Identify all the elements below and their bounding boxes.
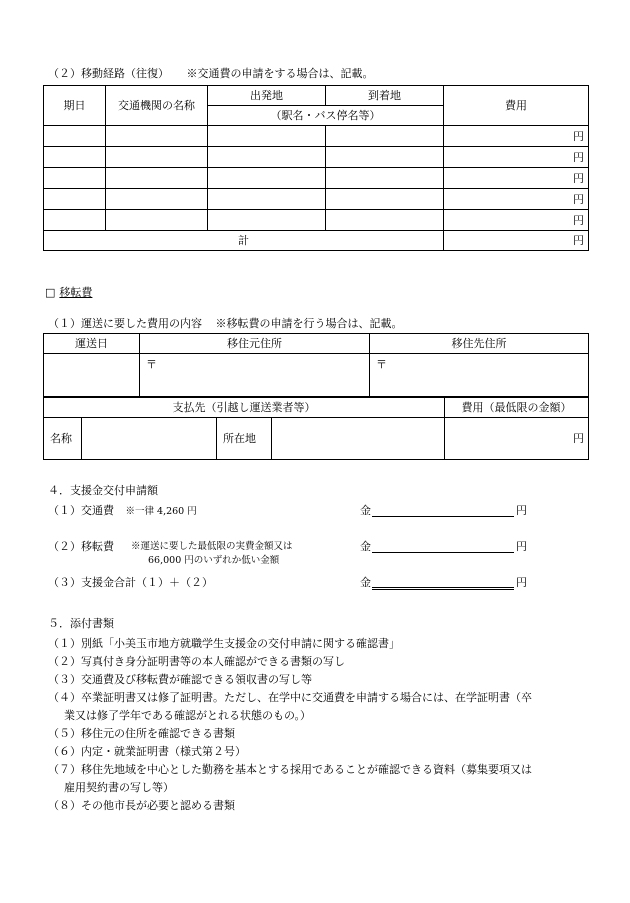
header-transport: 交通機関の名称 [106, 86, 208, 126]
header-date: 期日 [44, 86, 106, 126]
transport-note: ※一律 4,260 円 [125, 506, 197, 517]
to-address-cell[interactable] [370, 354, 589, 397]
moving-sub-heading-label: （１）運送に要した費用の内容 [48, 317, 202, 330]
table-row [44, 126, 589, 147]
transport-amount-field[interactable] [372, 516, 514, 517]
arrival-cell[interactable] [326, 189, 444, 210]
header-transport-date: 運送日 [44, 334, 140, 354]
moving-note-line2: 66,000 円のいずれか低い金額 [148, 555, 280, 566]
header-to-address: 移住先住所 [370, 334, 589, 354]
cost-cell[interactable]: 円 [444, 189, 589, 210]
list-item: （７）移住先地域を中心とした勤務を基本とする採用であることが確認できる資料（募集要項又は [48, 763, 532, 776]
transport-label: （１）交通費 [48, 504, 114, 517]
date-cell[interactable] [44, 168, 106, 189]
moving-title [45, 287, 102, 298]
date-cell[interactable] [44, 126, 106, 147]
cost-cell[interactable]: 円 [444, 168, 589, 189]
name-cell[interactable] [82, 418, 217, 460]
transport-cell[interactable] [106, 210, 208, 231]
header-min-cost: 費用（最低限の金額） [445, 398, 589, 418]
application-item-total: （３）支援金合計（１）＋（２） [48, 576, 213, 589]
postal-mark: 〒 [146, 358, 157, 371]
date-cell[interactable] [44, 189, 106, 210]
kin-mark: 金 [360, 540, 371, 553]
total-label: 計 [44, 231, 444, 251]
moving-label: （２）移転費 [48, 540, 114, 553]
route-heading-label: （２）移動経路（往復） [48, 67, 169, 80]
list-item: （３）交通費及び移転費が確認できる領収書の写し等 [48, 673, 312, 686]
kin-mark: 金 [360, 576, 371, 589]
moving-title-label: 移転費 [59, 286, 93, 299]
min-cost-cell[interactable]: 円 [445, 418, 589, 460]
application-item-transport [48, 505, 197, 517]
route-heading-note: ※交通費の申請をする場合は、記載。 [186, 67, 374, 80]
moving-amount-field[interactable] [372, 552, 514, 553]
arrival-cell[interactable] [326, 168, 444, 189]
list-item: （４）卒業証明書又は修了証明書。ただし、在学中に交通費を申請する場合には、在学証明書（卒 [48, 691, 532, 704]
arrival-cell[interactable] [326, 147, 444, 168]
application-heading: ４．支援金交付申請額 [48, 484, 158, 497]
kin-mark: 金 [360, 504, 371, 517]
moving-sub-heading-note: ※移転費の申請を行う場合は、記載。 [215, 317, 403, 330]
table-row [44, 210, 589, 231]
departure-cell[interactable] [208, 126, 326, 147]
moving-payee-table [43, 397, 589, 460]
list-item: （１）別紙「小美玉市地方就職学生支援金の交付申請に関する確認書」 [48, 637, 400, 650]
yen-mark: 円 [516, 540, 527, 553]
header-cost: 費用 [444, 86, 589, 126]
departure-cell[interactable] [208, 147, 326, 168]
transport-cell[interactable] [106, 126, 208, 147]
cost-cell[interactable]: 円 [444, 147, 589, 168]
header-departure: 出発地 [208, 86, 326, 106]
date-cell[interactable] [44, 210, 106, 231]
total-cost-cell[interactable]: 円 [444, 231, 589, 251]
list-item-continuation: 業又は修了学年である確認がとれる状態のもの。） [64, 709, 312, 722]
date-cell[interactable] [44, 147, 106, 168]
yen-mark: 円 [516, 576, 527, 589]
list-item: （５）移住元の住所を確認できる書類 [48, 727, 235, 740]
name-label: 名称 [44, 418, 82, 460]
yen-mark: 円 [516, 504, 527, 517]
transport-cell[interactable] [106, 147, 208, 168]
postal-mark: 〒 [376, 358, 387, 371]
list-item: （６）内定・就業証明書（様式第２号） [48, 745, 246, 758]
header-arrival: 到着地 [326, 86, 444, 106]
location-label: 所在地 [217, 418, 272, 460]
checkbox-icon[interactable]: □ [45, 286, 56, 299]
moving-sub-heading [48, 318, 403, 329]
arrival-cell[interactable] [326, 126, 444, 147]
route-table [43, 85, 589, 251]
transport-date-cell[interactable] [44, 354, 140, 397]
list-item: （２）写真付き身分証明書等の本人確認ができる書類の写し [48, 655, 345, 668]
table-row [44, 147, 589, 168]
total-amount-field[interactable] [372, 587, 514, 590]
departure-cell[interactable] [208, 210, 326, 231]
route-heading [48, 68, 374, 79]
table-row [44, 189, 589, 210]
location-cell[interactable] [272, 418, 445, 460]
from-address-cell[interactable] [140, 354, 370, 397]
cost-cell[interactable]: 円 [444, 126, 589, 147]
list-item-continuation: 雇用契約書の写し等） [64, 781, 174, 794]
application-item-moving [48, 541, 114, 552]
list-item: （８）その他市長が必要と認める書類 [48, 799, 235, 812]
departure-cell[interactable] [208, 168, 326, 189]
moving-note: ※運送に要した最低限の実費金額又は [131, 541, 293, 552]
transport-cell[interactable] [106, 168, 208, 189]
header-payee: 支払先（引越し運送業者等） [44, 398, 445, 418]
cost-cell[interactable]: 円 [444, 210, 589, 231]
header-from-address: 移住元住所 [140, 334, 370, 354]
attachments-heading: ５．添付書類 [48, 617, 114, 630]
transport-cell[interactable] [106, 189, 208, 210]
table-row [44, 168, 589, 189]
arrival-cell[interactable] [326, 210, 444, 231]
departure-cell[interactable] [208, 189, 326, 210]
total-row [44, 231, 589, 251]
header-station-note: （駅名・バス停名等） [208, 106, 444, 126]
moving-address-table [43, 333, 589, 397]
